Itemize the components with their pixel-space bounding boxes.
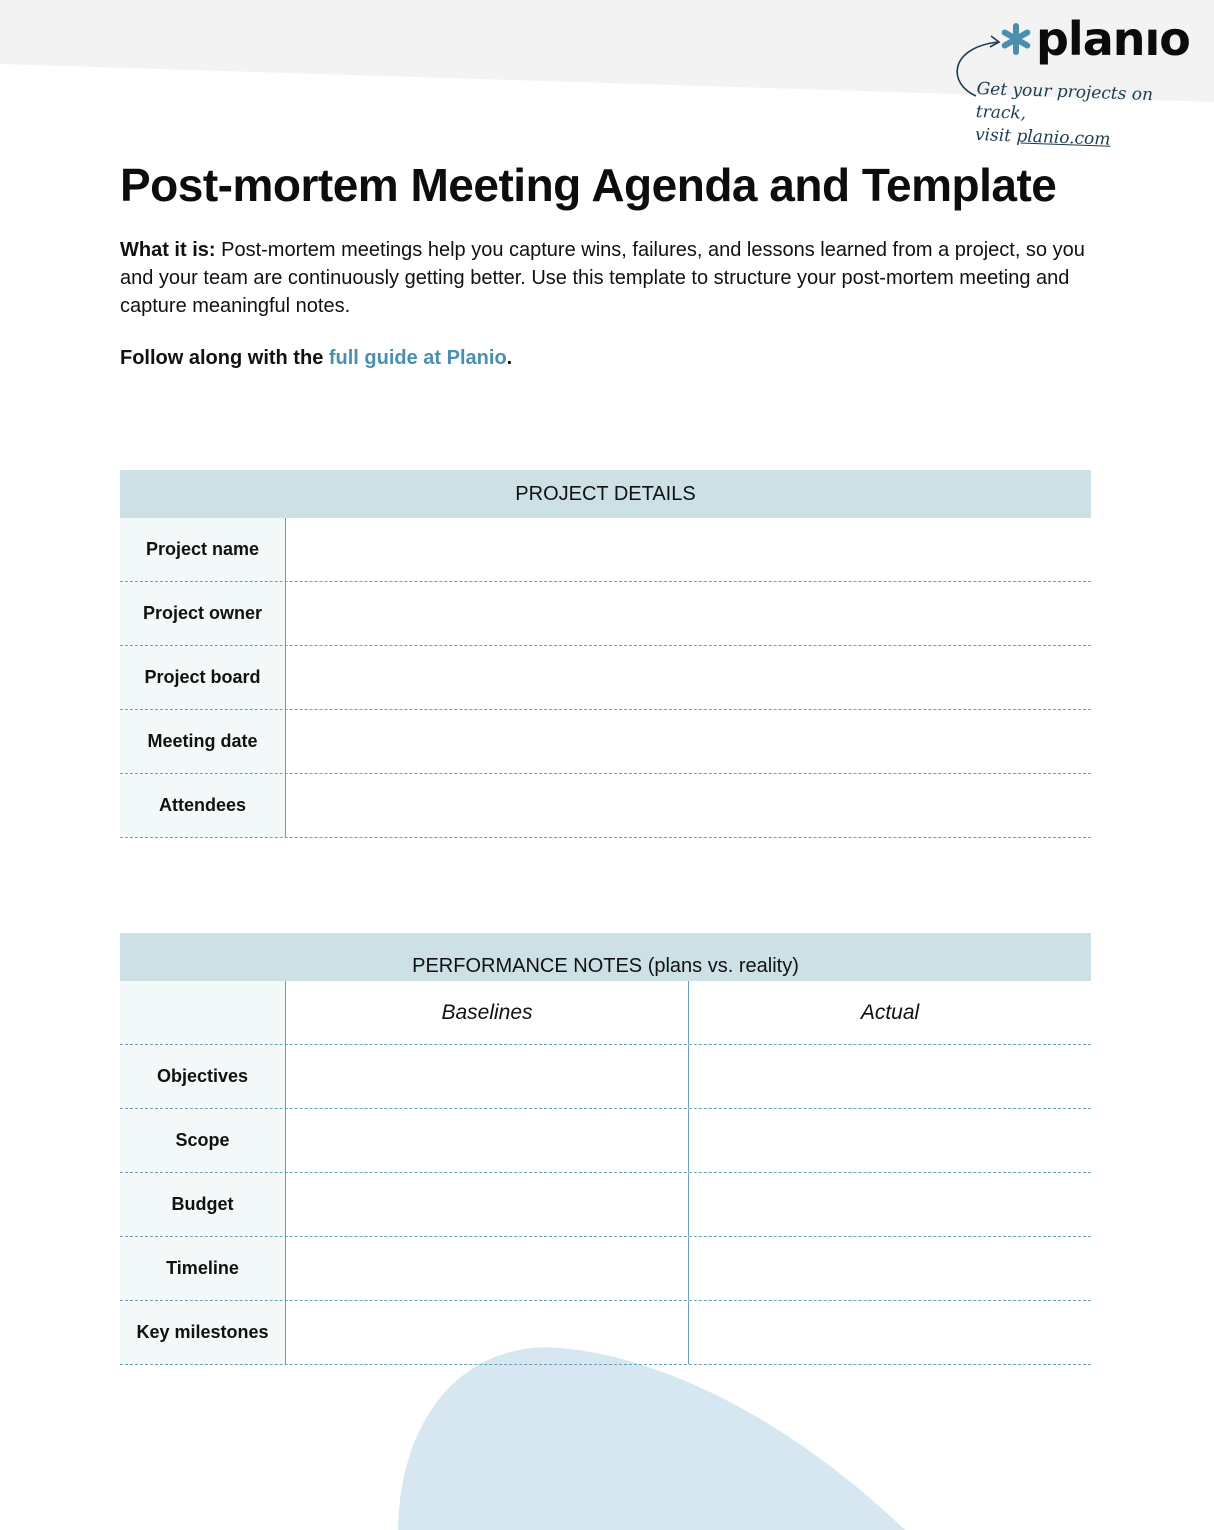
planio-logo[interactable] (1000, 14, 1190, 64)
actual-column-header: Actual (860, 1000, 920, 1024)
corner-cell (120, 981, 286, 1044)
row-label: Attendees (120, 774, 286, 837)
planio-link[interactable]: planio.com (1016, 126, 1111, 150)
table-row (120, 710, 1091, 774)
tagline (975, 78, 1207, 155)
project-details-table (120, 470, 1091, 838)
table-row (120, 518, 1091, 582)
table-row (120, 774, 1091, 838)
timeline-actual-field[interactable] (689, 1237, 1091, 1300)
column-header-row (120, 981, 1091, 1045)
budget-actual-field[interactable] (689, 1173, 1091, 1236)
table-row (120, 1045, 1091, 1109)
row-label: Scope (120, 1109, 286, 1172)
performance-notes-heading: PERFORMANCE NOTES (plans vs. reality) (120, 933, 1091, 981)
tagline-line1: Get your projects on track, (975, 78, 1154, 124)
row-label: Budget (120, 1173, 286, 1236)
tagline-visit: visit (974, 124, 1012, 147)
project-details-heading: PROJECT DETAILS (120, 470, 1091, 518)
intro-paragraph (120, 236, 1095, 320)
table-row (120, 1109, 1091, 1173)
table-row (120, 1301, 1091, 1365)
row-label: Timeline (120, 1237, 286, 1300)
scope-actual-field[interactable] (689, 1109, 1091, 1172)
full-guide-link[interactable]: full guide at Planio (328, 347, 507, 369)
row-label: Objectives (120, 1045, 286, 1108)
scope-baseline-field[interactable] (286, 1109, 689, 1172)
row-label: Project board (120, 646, 286, 709)
intro-lead: What it is: (120, 239, 216, 261)
follow-guide (120, 344, 512, 372)
objectives-baseline-field[interactable] (286, 1045, 689, 1108)
intro-body: Post-mortem meetings help you capture wins, failures, and lessons learned from a project, so you and your team are continuously getting better. Use this template to structure your post-mortem meeting and capture meaningful notes. (120, 239, 1085, 317)
table-row (120, 1237, 1091, 1301)
row-label: Project name (120, 518, 286, 581)
table-row (120, 1173, 1091, 1237)
project-name-field[interactable] (286, 518, 1091, 581)
asterisk-icon (1000, 23, 1032, 55)
row-label: Project owner (120, 582, 286, 645)
key-milestones-actual-field[interactable] (689, 1301, 1091, 1364)
page-title: Post-mortem Meeting Agenda and Template (120, 159, 1057, 211)
key-milestones-baseline-field[interactable] (286, 1301, 689, 1364)
table-row (120, 646, 1091, 710)
project-board-field[interactable] (286, 646, 1091, 709)
logo-wordmark: planıo (1036, 12, 1190, 66)
attendees-field[interactable] (286, 774, 1091, 837)
row-label: Meeting date (120, 710, 286, 773)
budget-baseline-field[interactable] (286, 1173, 689, 1236)
meeting-date-field[interactable] (286, 710, 1091, 773)
objectives-actual-field[interactable] (689, 1045, 1091, 1108)
performance-notes-table (120, 933, 1091, 1365)
follow-suffix: . (506, 347, 513, 369)
follow-prefix: Follow along with the (120, 347, 329, 369)
timeline-baseline-field[interactable] (286, 1237, 689, 1300)
row-label: Key milestones (120, 1301, 286, 1364)
baselines-column-header: Baselines (286, 981, 689, 1044)
table-row (120, 582, 1091, 646)
project-owner-field[interactable] (286, 582, 1091, 645)
